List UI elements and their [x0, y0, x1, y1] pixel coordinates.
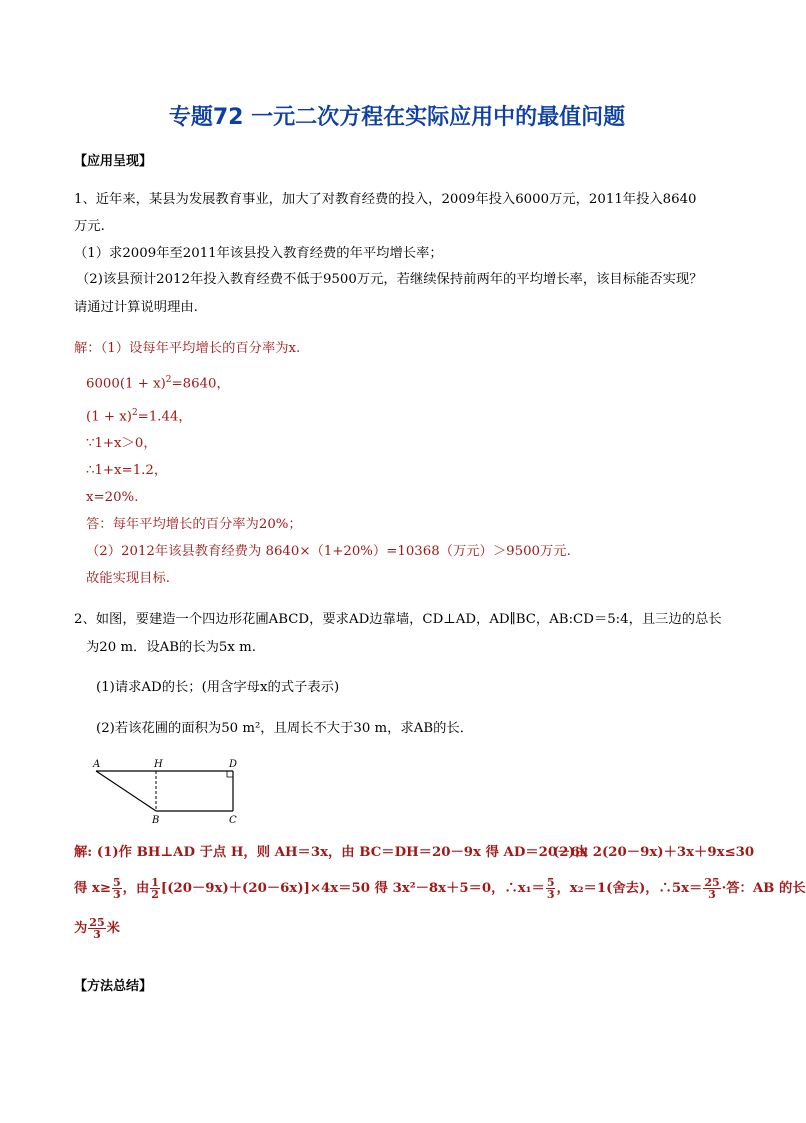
s2-line-2-seg-3: [(20－9x)＋(20－6x)]×4x＝50 得 3x²－8x＋5＝0，∴x₁＝ — [160, 881, 545, 896]
s1-line-3-base: (1 + x) — [86, 409, 132, 425]
s1-line-5: ∴1+x=1.2， — [86, 463, 168, 478]
label-a: A — [93, 759, 101, 770]
fraction-numerator: 5 — [113, 876, 121, 889]
s2-line-2-seg-2: ，由 — [122, 881, 150, 896]
s1-line-3-exp: 2 — [131, 408, 138, 418]
s2-line-2 — [74, 875, 806, 903]
fraction-numerator: 1 — [151, 876, 159, 889]
fraction-25-3 — [88, 917, 105, 940]
fraction-denominator: 2 — [151, 888, 159, 901]
s1-line-1: 解：（1）设每年平均增长的百分率为x. — [74, 341, 301, 356]
s1-line-2-base: (1 + x) — [119, 376, 166, 392]
fraction-denominator: 3 — [546, 888, 555, 901]
s1-line-9: 故能实现目标. — [86, 571, 171, 586]
q2-line-3: (1)请求AD的长；(用含字母x的式子表示) — [96, 680, 340, 695]
fraction-denominator: 3 — [708, 888, 716, 901]
s1-line-4: ∵1+x＞0， — [86, 436, 157, 451]
fraction-numerator: 25 — [704, 876, 720, 889]
page-title: 专题72 一元二次方程在实际应用中的最值问题 — [168, 105, 626, 130]
s2-line-3-seg-1: 为 — [74, 921, 88, 936]
s1-line-7: 答：每年平均增长的百分率为20%； — [86, 517, 302, 532]
s2-line-2-seg-4: ，x₂＝1(舍去)，∴5x＝ — [556, 881, 703, 896]
s1-line-2-exp: 2 — [165, 375, 172, 385]
s2-line-3 — [74, 915, 120, 943]
section-heading-method: 【方法总结】 — [74, 979, 153, 994]
q2-line-4: (2)若该花圃的面积为50 m²，且周长不大于30 m，求AB的长． — [96, 721, 473, 736]
q1-line-5: 请通过计算说明理由. — [74, 300, 198, 315]
s1-line-2 — [86, 371, 230, 393]
s1-line-3 — [86, 404, 192, 426]
segment-ab — [96, 771, 156, 811]
q1-line-4: （2)该县预计2012年投入教育经费不低于9500万元，若继续保持前两年的平均增长率，该目标能否实现？ — [76, 272, 703, 287]
s2-line-1a: 解: (1)作 BH⊥AD 于点 H，则 AH＝3x，由 BC＝DH＝20－9x 得 AD＝20－6x — [74, 845, 588, 860]
s1-line-8: （2）2012年该县教育经费为 8640×（1+20%）=10368（万元）＞9500万元. — [86, 544, 571, 559]
q2-line-1: 2、如图，要建造一个四边形花圃ABCD，要求AD边靠墙，CD⊥AD，AD∥BC，AB:CD＝5:4，且三边的总长 — [74, 612, 722, 627]
s2-line-3-seg-2: 米 — [106, 921, 120, 936]
fraction-1-2 — [150, 877, 160, 900]
label-d: D — [229, 759, 238, 770]
s2-line-2-seg-5: ·答：AB 的长 — [721, 881, 806, 896]
s1-line-3-rhs: =1.44， — [137, 409, 192, 425]
label-c: C — [229, 815, 237, 826]
fraction-denominator: 3 — [93, 928, 101, 941]
fraction-numerator: 5 — [546, 876, 555, 889]
q1-line-2: 万元. — [74, 219, 105, 234]
fraction-25-3 — [703, 877, 720, 900]
q1-line-3: （1）求2009年至2011年该县投入教育经费的年平均增长率； — [74, 246, 443, 261]
fraction-numerator: 25 — [89, 916, 105, 929]
s2-line-1b: (2)由 2(20－9x)＋3x＋9x≤30 — [553, 845, 755, 860]
right-angle-mark — [227, 771, 233, 777]
s1-line-2-coef: 6000 — [86, 376, 120, 392]
label-h: H — [154, 759, 163, 770]
fraction-denominator: 3 — [113, 888, 121, 901]
s1-line-6: x=20%. — [86, 490, 139, 505]
q2-line-2: 为20 m．设AB的长为5x m. — [86, 640, 256, 655]
q1-line-1: 1、近年来，某县为发展教育事业，加大了对教育经费的投入，2009年投入6000万元，2011年投入8640 — [74, 192, 697, 207]
label-b: B — [152, 815, 160, 826]
s1-line-2-rhs: =8640， — [171, 376, 230, 392]
fraction-5-3 — [112, 877, 122, 900]
trapezoid-figure — [88, 754, 248, 826]
section-heading-apply: 【应用呈现】 — [74, 154, 153, 169]
s2-line-2-seg-1: 得 x≥ — [74, 881, 111, 896]
fraction-5-3 — [546, 877, 556, 900]
